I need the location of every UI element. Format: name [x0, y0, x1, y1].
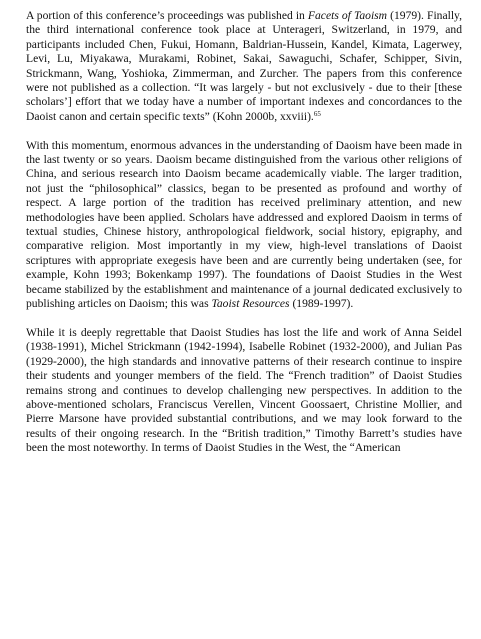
journal-title-taoist-resources: Taoist Resources	[211, 297, 290, 311]
paragraph-french-tradition	[26, 326, 462, 456]
text-segment: With this momentum, enormous advances in the understanding of Daoism have been made in the last twenty or so years. Daoism became distinguished from the various other religions of China, and serious research into Daoism became academically viable. The larger tradition, not just the “philosophical” classics, began to be presented as profound and worthy of respect. A large portion of the tradition has received preliminary attention, and new methodologies have been applied. Scholars have addressed and explored Daoism in terms of textual studies, Chinese history, anthropological fieldwork, social history, epigraphy, and comparative religion. Most importantly in my view, high-level translations of Daoist scriptures with appropriate exegesis have been and are currently being undertaken (see, for example, Kohn 1993; Bokenkamp 1997). The foundations of Daoist Studies in the West became stabilized by the establishment and maintenance of a journal dedicated exclusively to publishing articles on Daoism; this was	[26, 138, 462, 311]
footnote-marker: 65	[313, 109, 321, 118]
text-segment: A portion of this conference’s proceedings was published in	[26, 9, 308, 22]
text-segment: (1989-1997).	[289, 297, 354, 311]
text-segment: While it is deeply regrettable that Daoist Studies has lost the life and work of Anna Seidel (1938-1991), Michel Strickmann (1942-1994), Isabelle Robinet (1932-2000), and Julian Pas (1929-2000), the high standards and innovative patterns of their research continue to inspire their students and younger members of the field. The “French tradition” of Daoist Studies remains strong and continues to develop challenging new perspectives. In addition to the above-mentioned scholars, Franciscus Verellen, Vincent Goossaert, Christine Mollier, and Pierre Marsone have provided substantial contributions, and we may look forward to the results of their ongoing research. In the “British tradition,” Timothy Barrett’s studies have been the most noteworthy. In terms of Daoist Studies in the West, the “American	[26, 325, 462, 455]
paragraph-advances-in-daoism	[26, 139, 462, 312]
paragraph-conference-proceedings	[26, 9, 462, 124]
text-segment: (1979). Finally, the third international conference took place at Unterageri, Switzerland, in 1979, and participants included Chen, Fukui, Homann, Baldrian-Hussein, Kandel, Kimata, Lagerwey, Levi, Lu, Miyakawa, Murakami, Robinet, Sakai, Sawaguchi, Schafer, Schipper, Sivin, Strickmann, Wang, Yoshioka, Zimmerman, and Zurcher. The papers from this conference were not published as a collection. “It was largely - but not exclusively - due to their [these scholars’] effort that we today have a number of important indexes and concordances to the Daoist canon and certain specific texts” (Kohn 2000b, xxviii).	[26, 9, 462, 123]
book-title-facets-of-taoism: Facets of Taoism	[307, 9, 388, 22]
document-page	[26, 9, 462, 456]
